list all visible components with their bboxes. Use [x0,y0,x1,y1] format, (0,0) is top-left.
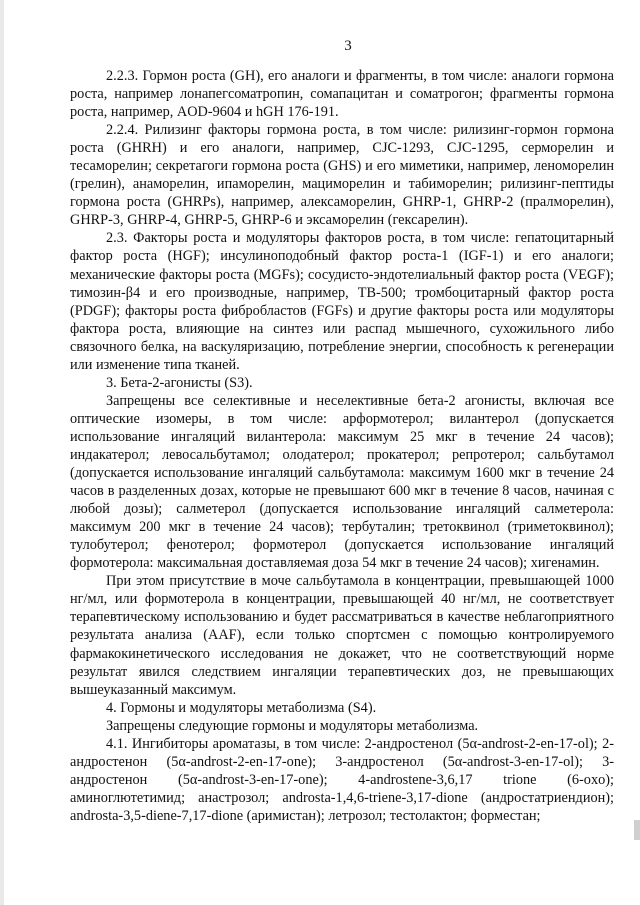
paragraph-beta-2-agonists-list: Запрещены все селективные и неселективные бета-2 агонисты, включая все оптические изомеры, в том числе: арформотерол; вилантерол (допускается использование ингаляций вилантерола: максимум 25 мкг в течение 24 часов); индакатерол; левосальбутамол; олодатерол; прокатерол; репротерол; сальбутамол (допускается использование ингаляций сальбутамола: максимум 1600 мкг в течение 24 часов в разделенных дозах, которые не превышают 600 мкг в течение 8 часов, начиная с любой дозы); салметерол (допускается использование ингаляций салметерола: максимум 200 мкг в течение 24 часов); тербуталин; третоквинол (триметоквинол); тулобутерол; фенотерол; формотерол (допускается использование ингаляций формотерола: максимальная доставляемая доза 54 мкг в течение 24 часов); хигенамин. [70,392,614,572]
section-heading-beta-2-agonists: 3. Бета-2-агонисты (S3). [106,374,253,391]
paragraph-prohibited-modulators: Запрещены следующие гормоны и модуляторы метаболизма. [106,717,479,734]
scan-edge-shadow [0,0,4,905]
paragraph-urine-concentration: При этом присутствие в моче сальбутамола в концентрации, превышающей 1000 нг/мл, или формотерола в концентрации, превышающей 40 нг/мл, не соответствует терапевтическому использованию и будет рассматриваться в качестве неблагоприятного результата анализа (AAF), если только спортсмен с помощью контролируемого фармакокинетического исследования не докажет, что не соответствующий норме результат явился следствием ингаляции терапевтических доз, не превышающих вышеуказанный максимум. [70,573,614,698]
scan-edge-mark [634,820,640,840]
page-number: 3 [344,38,352,54]
paragraph-2-2-3-growth-hormone: 2.2.3. Гормон роста (GH), его аналоги и фрагменты, в том числе: аналоги гормона роста, например лонапегсоматропин, сомапацитан и соматрогон; фрагменты гормона роста, например, AOD-9604 и hGH 176-191. [70,68,614,121]
section-heading-hormone-modulators: 4. Гормоны и модуляторы метаболизма (S4). [106,699,377,716]
paragraph-4-1-aromatase-inhibitors: 4.1. Ингибиторы ароматазы, в том числе: 2-андростенол (5α-androst-2-en-17-ol); 2-андростенон (5α-androst-2-en-17-one); 3-андростенол (5α-androst-3-en-17-ol); 3-андростенон (5α-androst-3-en-17-one); 4-androstene-3,6,17 trione (6-oxo); аминоглютетимид; анастрозол; androsta-1,4,6-triene-3,17-dione (андростатриендион); androsta-3,5-diene-7,17-dione (аримистан); летрозол; тестолактон; форместан; [70,735,614,824]
paragraph-2-2-4-releasing-factors: 2.2.4. Рилизинг факторы гормона роста, в том числе: рилизинг-гормон гормона роста (GHRH) и его аналоги, например, CJC-1293, CJC-1295, серморелин и тесаморелин; секретагоги гормона роста (GHS) и его миметики, например, леноморелин (грелин), анаморелин, ипаморелин, мациморелин и табиморелин; рилизинг-пептиды гормона роста (GHRPs), например, алексаморелин, GHRP-1, GHRP-2 (пралморелин), GHRP-3, GHRP-4, GHRP-5, GHRP-6 и эксаморелин (гексарелин). [70,122,614,229]
paragraph-2-3-growth-factors: 2.3. Факторы роста и модуляторы факторов роста, в том числе: гепатоцитарный фактор роста (HGF); инсулиноподобный фактор роста-1 (IGF-1) и его аналоги; механические факторы роста (MGFs); сосудисто-эндотелиальный фактор роста (VEGF); тимозин-β4 и его производные, например, TB-500; тромбоцитарный фактор роста (PDGF); факторы роста фибробластов (FGFs) и другие факторы роста или модуляторы фактора роста, влияющие на синтез или распад мышечного, сухожильного либо связочного белка, на васкуляризацию, потребление энергии, способность к регенерации или изменение типа тканей. [70,230,614,373]
